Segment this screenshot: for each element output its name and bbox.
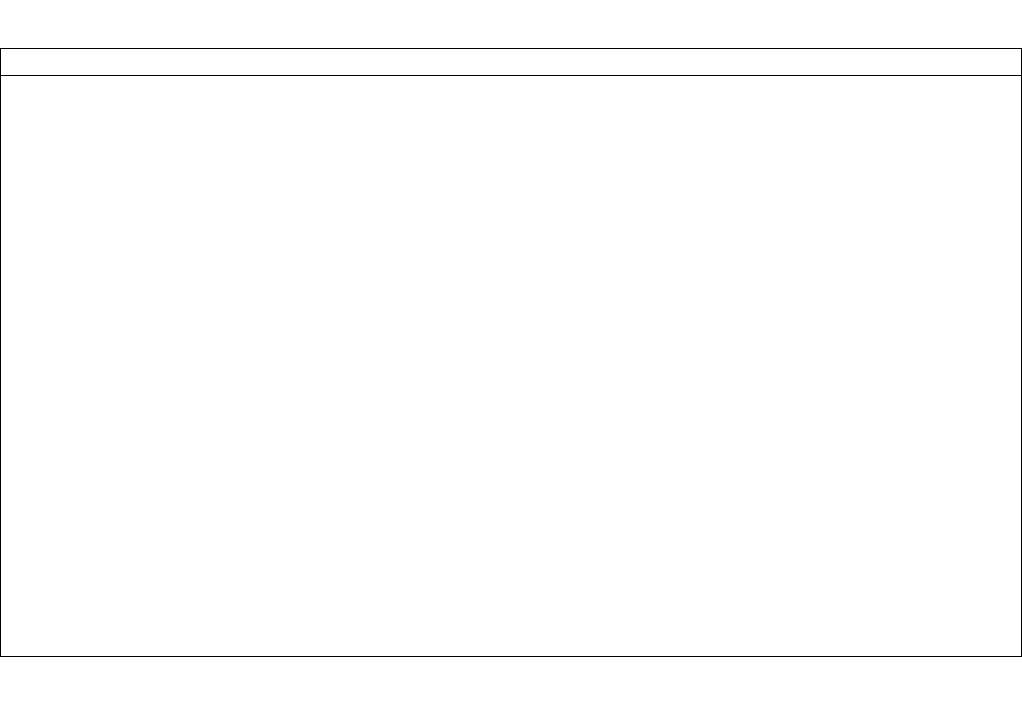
footnote-sunday xyxy=(0,680,1022,703)
footnote-saturday xyxy=(0,657,1022,680)
schedule-table xyxy=(0,48,1022,657)
table-header-row xyxy=(1,49,1021,76)
title-band xyxy=(0,0,1022,48)
footnote-band xyxy=(0,657,1022,703)
